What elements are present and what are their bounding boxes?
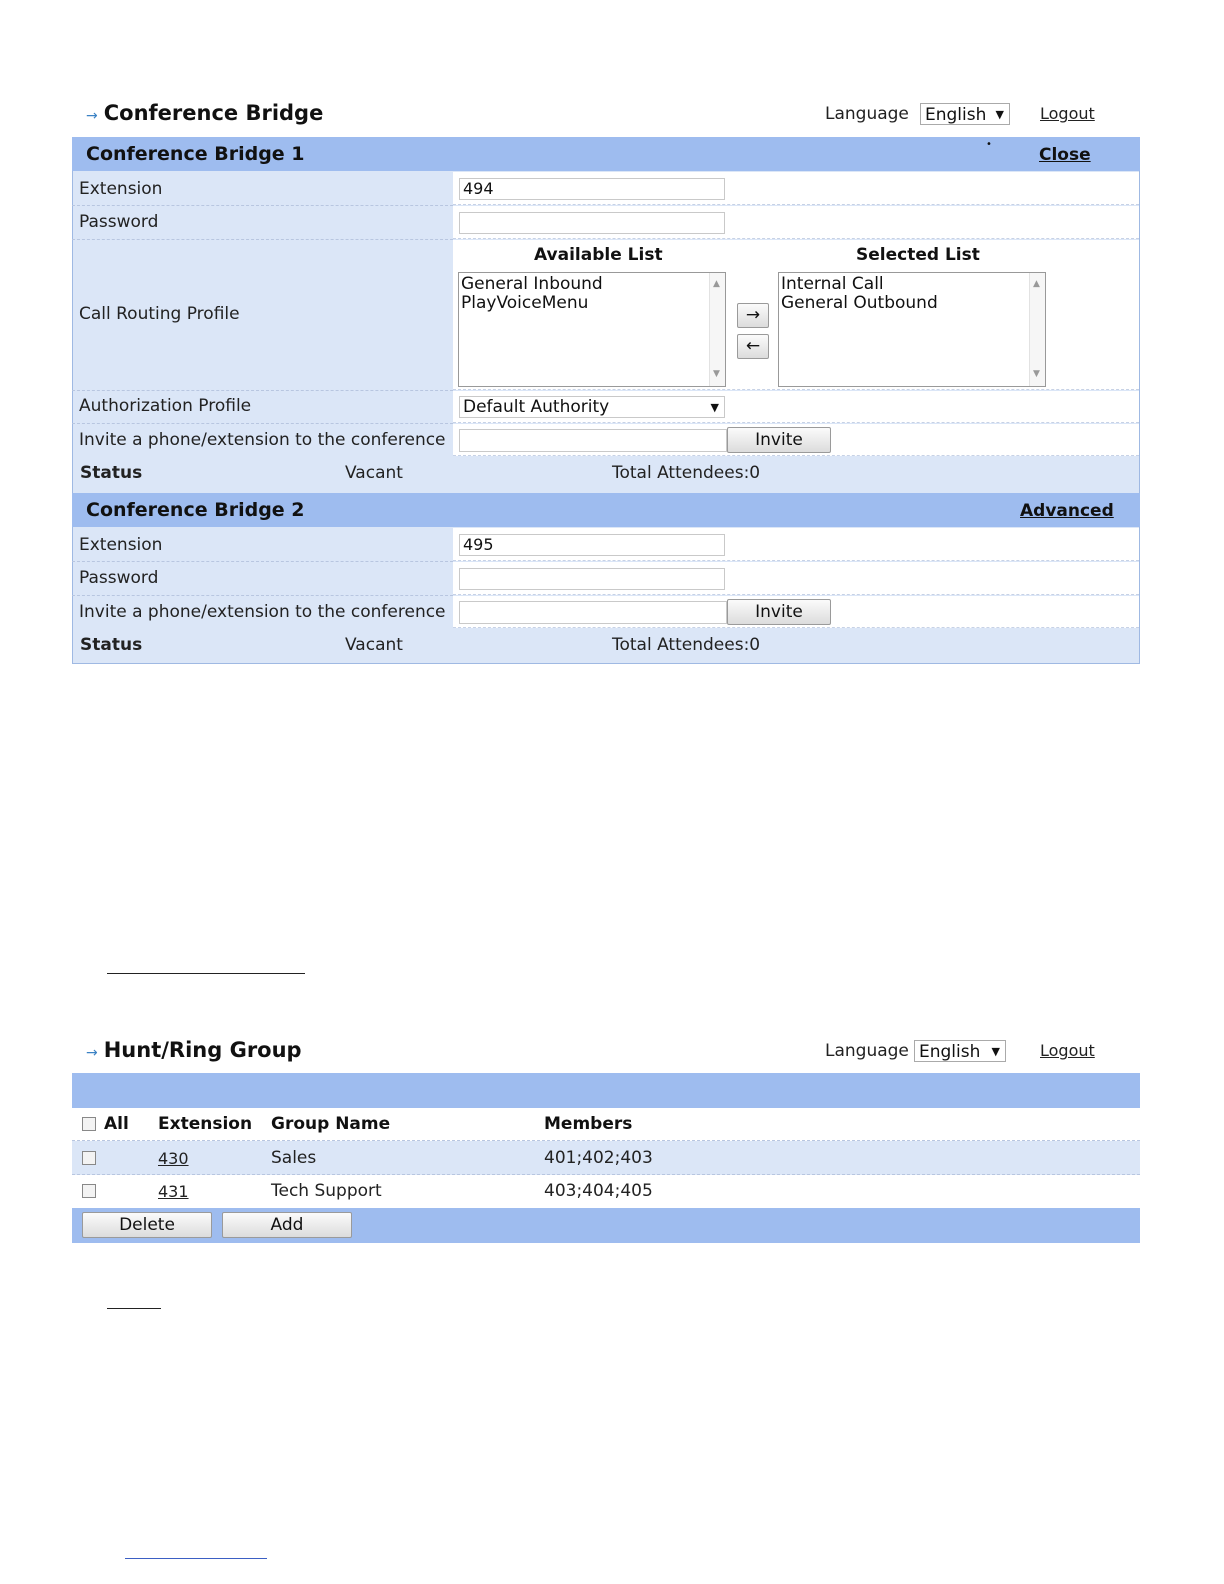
col-extension: Extension	[158, 1114, 253, 1134]
list-item[interactable]: General Outbound	[781, 293, 938, 313]
col-members: Members	[544, 1114, 633, 1134]
language-label: Language	[825, 1041, 909, 1061]
separator	[72, 205, 453, 206]
extension-input[interactable]: 494	[459, 178, 725, 200]
group-name: Sales	[271, 1148, 317, 1168]
move-left-button[interactable]: ←	[737, 334, 769, 359]
extension-link[interactable]: 430	[158, 1149, 189, 1168]
authorization-label: Authorization Profile	[79, 396, 252, 416]
password-input[interactable]	[459, 568, 725, 590]
chevron-down-icon: ▼	[710, 401, 719, 414]
row-checkbox[interactable]	[82, 1151, 96, 1165]
language-select[interactable]: English ▼	[920, 103, 1010, 125]
hunt-page-title: → Hunt/Ring Group	[86, 1038, 302, 1062]
bridge2-header	[72, 493, 1140, 527]
status-label: Status	[80, 463, 143, 483]
bridge2-title: Conference Bridge 2	[86, 499, 305, 521]
status-value: Vacant	[345, 463, 403, 483]
advanced-link[interactable]: Advanced	[1020, 501, 1114, 521]
total-attendees: Total Attendees:0	[612, 635, 761, 655]
conference-page-title: → Conference Bridge	[86, 101, 324, 125]
members: 401;402;403	[544, 1148, 653, 1168]
scroll-down-icon[interactable]: ▼	[1033, 369, 1040, 379]
close-link[interactable]: Close	[1039, 145, 1091, 165]
available-list-title: Available List	[534, 245, 663, 265]
col-group-name: Group Name	[271, 1114, 391, 1134]
password-label: Password	[79, 212, 159, 232]
scrollbar[interactable]	[1029, 273, 1045, 386]
select-all-checkbox[interactable]	[82, 1117, 96, 1131]
list-item[interactable]: Internal Call	[781, 274, 884, 294]
arrow-right-icon: →	[86, 1045, 98, 1061]
row-checkbox[interactable]	[82, 1184, 96, 1198]
dot-marker: •	[986, 139, 992, 150]
hunt-header-bar	[72, 1073, 1140, 1108]
authorization-select[interactable]: Default Authority ▼	[459, 396, 725, 418]
separator	[72, 390, 453, 391]
extension-label: Extension	[79, 535, 163, 555]
password-label: Password	[79, 568, 159, 588]
total-attendees: Total Attendees:0	[612, 463, 761, 483]
selected-listbox[interactable]	[778, 272, 1046, 387]
list-item[interactable]: General Inbound	[461, 274, 603, 294]
logout-link[interactable]: Logout	[1040, 1041, 1095, 1060]
col-all: All	[104, 1114, 129, 1134]
separator	[72, 595, 453, 596]
invite-button[interactable]: Invite	[727, 427, 831, 453]
language-select[interactable]: English ▼	[914, 1040, 1006, 1062]
invite-input[interactable]	[459, 429, 727, 452]
scroll-down-icon[interactable]: ▼	[713, 369, 720, 379]
group-name: Tech Support	[271, 1181, 382, 1201]
invite-label: Invite a phone/extension to the conference	[79, 602, 446, 622]
logout-link[interactable]: Logout	[1040, 104, 1095, 123]
invite-label: Invite a phone/extension to the conference	[79, 430, 446, 450]
language-label: Language	[825, 104, 909, 124]
divider	[107, 973, 305, 974]
selected-list-title: Selected List	[856, 245, 980, 265]
arrow-right-icon: →	[86, 108, 98, 124]
chevron-down-icon: ▼	[991, 1045, 1000, 1058]
add-button[interactable]: Add	[222, 1212, 352, 1238]
status-value: Vacant	[345, 635, 403, 655]
members: 403;404;405	[544, 1181, 653, 1201]
move-right-button[interactable]: →	[737, 303, 769, 328]
scroll-up-icon[interactable]: ▲	[1033, 279, 1040, 289]
password-input[interactable]	[459, 212, 725, 234]
extension-link[interactable]: 431	[158, 1182, 189, 1201]
invite-input[interactable]	[459, 601, 727, 624]
extension-label: Extension	[79, 179, 163, 199]
divider	[107, 1308, 161, 1309]
separator	[72, 561, 453, 562]
chevron-down-icon: ▼	[995, 108, 1004, 121]
scrollbar[interactable]	[709, 273, 725, 386]
bridge1-title: Conference Bridge 1	[86, 143, 305, 165]
call-routing-label: Call Routing Profile	[79, 304, 240, 324]
extension-input[interactable]: 495	[459, 534, 725, 556]
scroll-up-icon[interactable]: ▲	[713, 279, 720, 289]
separator	[72, 423, 453, 424]
divider	[125, 1558, 267, 1559]
available-listbox[interactable]	[458, 272, 726, 387]
delete-button[interactable]: Delete	[82, 1212, 212, 1238]
status-label: Status	[80, 635, 143, 655]
list-item[interactable]: PlayVoiceMenu	[461, 293, 589, 313]
bridge1-header	[72, 137, 1140, 171]
invite-button[interactable]: Invite	[727, 599, 831, 625]
separator	[72, 239, 453, 240]
